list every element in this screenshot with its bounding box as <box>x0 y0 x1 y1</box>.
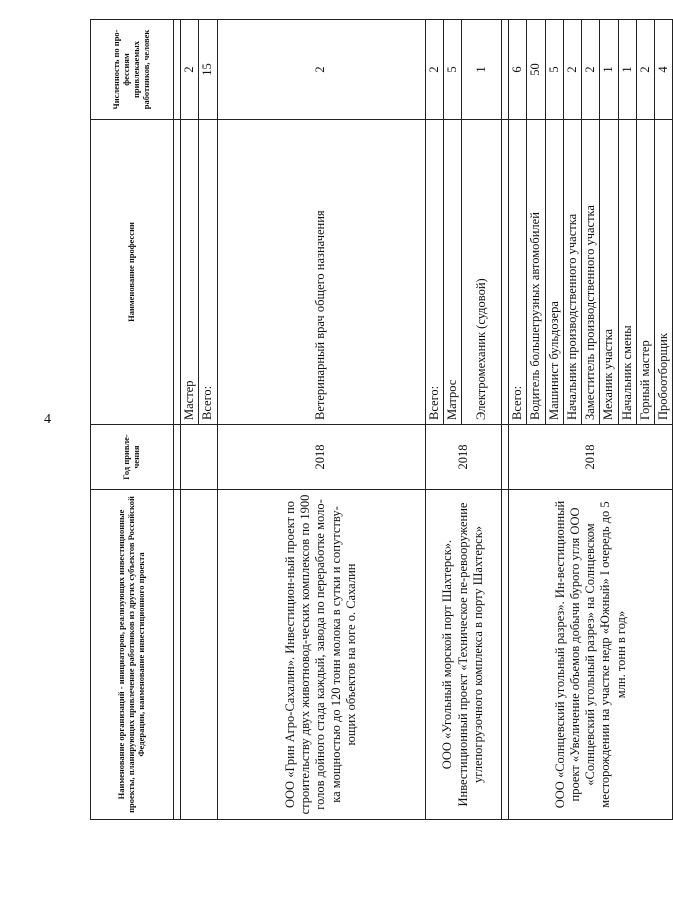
count-cell: 4 <box>655 20 673 120</box>
year-cell <box>181 425 218 490</box>
header-row <box>91 20 174 820</box>
profession-cell: Всего: <box>509 120 527 425</box>
year-cell: 2018 <box>217 425 425 490</box>
count-cell: 6 <box>509 20 527 120</box>
profession-cell: Ветеринарный врач общего назначения <box>217 120 425 425</box>
organization-cell: ООО «Солнцевский угольный разрез». Ин-вестиционный проект «Увеличение объемов добычи бурого угля ООО «Солнцевский угольный разрез» на Солнцевском месторождении на участке недр «Южный» I очередь до 5 млн. тонн в год» <box>509 490 673 820</box>
count-cell: 2 <box>217 20 425 120</box>
blank-row <box>174 20 181 820</box>
profession-cell: Электромеханик (судовой) <box>462 120 502 425</box>
organization-cell: ООО «Угольный морской порт Шахтерск». Инвестиционный проект «Техническое пе-ревооружение углепогрузочного комплекса в порту Шахтерск» <box>425 490 502 820</box>
profession-cell: Начальник производственного участка <box>563 120 581 425</box>
count-cell: 1 <box>462 20 502 120</box>
profession-cell: Начальник смены <box>618 120 636 425</box>
header-profession: Наименование профессии <box>91 120 174 425</box>
count-cell: 5 <box>443 20 461 120</box>
table-row <box>181 20 199 820</box>
rotated-table-container <box>90 20 670 820</box>
year-cell: 2018 <box>425 425 502 490</box>
table-rotor <box>90 20 670 820</box>
count-cell: 50 <box>527 20 545 120</box>
profession-cell: Заместитель производственного участка <box>582 120 600 425</box>
header-year: Год привле-чения <box>91 425 174 490</box>
profession-cell: Матрос <box>443 120 461 425</box>
profession-cell: Пробоотборщик <box>655 120 673 425</box>
profession-cell: Всего: <box>425 120 443 425</box>
count-cell: 15 <box>199 20 217 120</box>
table-row <box>425 20 443 820</box>
organization-cell: ООО «Грин Агро-Сахалин». Инвестицион-ный проект по строительству двух животновод-ческих комплексов по 1900 голов дойного стада каждый, завода по переработке моло-ка мощностью до 120 тонн молока в сутки и сопутству-ющих объектов на юге о. Сахалин <box>217 490 425 820</box>
year-cell: 2018 <box>509 425 673 490</box>
profession-cell: Всего: <box>199 120 217 425</box>
profession-cell: Механик участка <box>600 120 618 425</box>
profession-cell: Машинист бульдозера <box>545 120 563 425</box>
organization-cell <box>181 490 218 820</box>
count-cell: 2 <box>636 20 654 120</box>
count-cell: 5 <box>545 20 563 120</box>
page-number: 4 <box>44 412 51 427</box>
count-cell: 2 <box>563 20 581 120</box>
count-cell: 1 <box>618 20 636 120</box>
count-cell: 2 <box>582 20 600 120</box>
profession-cell: Водитель большегрузных автомобилей <box>527 120 545 425</box>
table-row <box>217 20 425 820</box>
header-count: Численность по про-фессиям привлекаемых работников, человек <box>91 20 174 120</box>
profession-cell: Мастер <box>181 120 199 425</box>
profession-cell: Горный мастер <box>636 120 654 425</box>
blank-row <box>502 20 509 820</box>
workers-table <box>90 19 673 820</box>
count-cell: 2 <box>181 20 199 120</box>
count-cell: 2 <box>425 20 443 120</box>
count-cell: 1 <box>600 20 618 120</box>
table-row <box>509 20 527 820</box>
header-organization: Наименование организаций - инициаторов, реализующих инвестиционные проекты, планирующих привлечение работников из других субъектов Российской Федерации, наименование инвестиционного проекта <box>91 490 174 820</box>
